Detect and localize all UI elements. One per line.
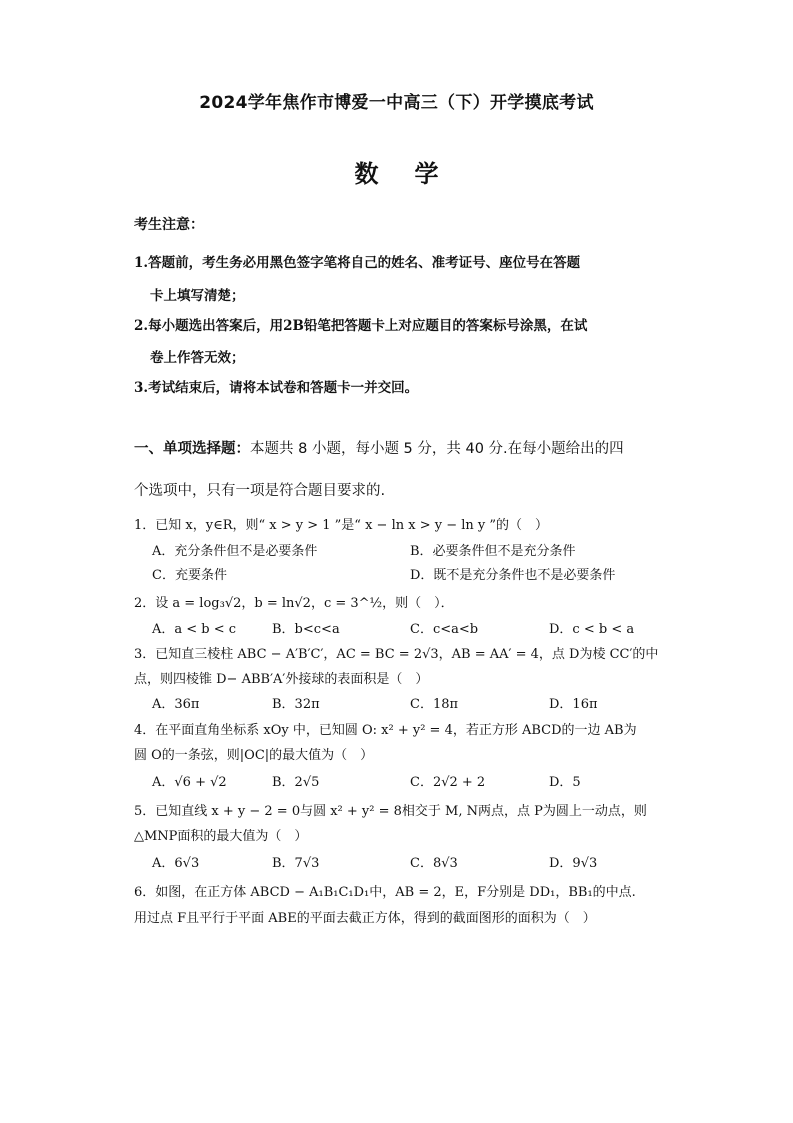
notice-heading: 考生注意：	[134, 217, 204, 233]
question-3-option-c: C．18π	[410, 697, 459, 712]
question-5-option-a: A．6√3	[152, 856, 200, 871]
notice-item-3: 3.考试结束后，请将本试卷和答题卡一并交回。	[134, 380, 419, 396]
notice-item-2: 2.每小题选出答案后，用2B铅笔把答题卡上对应题目的答案标号涂黑，在试	[134, 318, 588, 334]
question-5-stem-1: 5．已知直线 x + y − 2 = 0与圆 x² + y² = 8相交于 M, N两点，点 P为圆上一动点，则	[134, 804, 647, 819]
question-2-option-d: D．c < b < a	[549, 622, 635, 637]
section-heading	[134, 437, 624, 458]
question-1-option-b: B．必要条件但不是充分条件	[410, 544, 576, 559]
question-5-option-d: D．9√3	[549, 856, 598, 871]
question-4-stem-2: 圆 O的一条弦，则|OC|的最大值为（ ）	[134, 748, 374, 763]
question-2-option-b: B．b<c<a	[272, 622, 340, 637]
question-1-option-c: C．充要条件	[152, 568, 227, 583]
question-5-stem-2: △MNP面积的最大值为（ ）	[134, 829, 308, 844]
question-2-stem: 2．设 a = log₃√2，b = ln√2，c = 3^½，则（ ）．	[134, 596, 454, 611]
question-3-option-a: A．36π	[152, 697, 200, 712]
question-4-option-d: D．5	[549, 775, 581, 790]
question-3-option-d: D．16π	[549, 697, 598, 712]
question-4-option-c: C．2√2 + 2	[410, 775, 486, 790]
question-1-option-d: D．既不是充分条件也不是必要条件	[410, 568, 616, 583]
section-desc-2: 个选项中，只有一项是符合题目要求的.	[134, 483, 386, 499]
exam-title: 2024学年焦作市博爱一中高三（下）开学摸底考试	[199, 93, 594, 113]
question-2-option-a: A．a < b < c	[152, 622, 237, 637]
question-4-option-a: A．√6 + √2	[152, 775, 227, 790]
question-6-stem-1: 6．如图，在正方体 ABCD − A₁B₁C₁D₁中，AB = 2，E，F分别是 DD₁，BB₁的中点.	[134, 885, 636, 900]
notice-item-2-cont: 卷上作答无效；	[150, 350, 245, 366]
question-3-option-b: B．32π	[272, 697, 320, 712]
question-3-stem-2: 点，则四棱锥 D− ABB′A′外接球的表面积是（ ）	[134, 672, 429, 687]
subject-title: 数学	[354, 160, 475, 188]
notice-item-1: 1.答题前，考生务必用黑色签字笔将自己的姓名、准考证号、座位号在答题	[134, 255, 581, 271]
question-4-option-b: B．2√5	[272, 775, 320, 790]
question-4-stem-1: 4．在平面直角坐标系 xOy 中，已知圆 O: x² + y² = 4，若正方形 ABCD的一边 AB为	[134, 723, 637, 738]
question-1-stem: 1．已知 x，y∈R，则“ x > y > 1 ”是“ x − ln x > y − ln y ”的（ ）	[134, 518, 549, 533]
question-5-option-b: B．7√3	[272, 856, 320, 871]
question-1-option-a: A．充分条件但不是必要条件	[152, 544, 318, 559]
section-label: 一、单项选择题：	[134, 441, 250, 457]
notice-item-1-cont: 卡上填写清楚；	[150, 288, 245, 304]
question-3-stem-1: 3．已知直三棱柱 ABC − A′B′C′，AC = BC = 2√3，AB = AA′ = 4，点 D为棱 CC′的中	[134, 647, 659, 662]
question-5-option-c: C．8√3	[410, 856, 458, 871]
question-6-stem-2: 用过点 F且平行于平面 ABE的平面去截正方体，得到的截面图形的面积为（ ）	[134, 911, 596, 926]
section-desc-1: 本题共 8 小题，每小题 5 分，共 40 分.在每小题给出的四	[250, 441, 624, 457]
question-2-option-c: C．c<a<b	[410, 622, 479, 637]
